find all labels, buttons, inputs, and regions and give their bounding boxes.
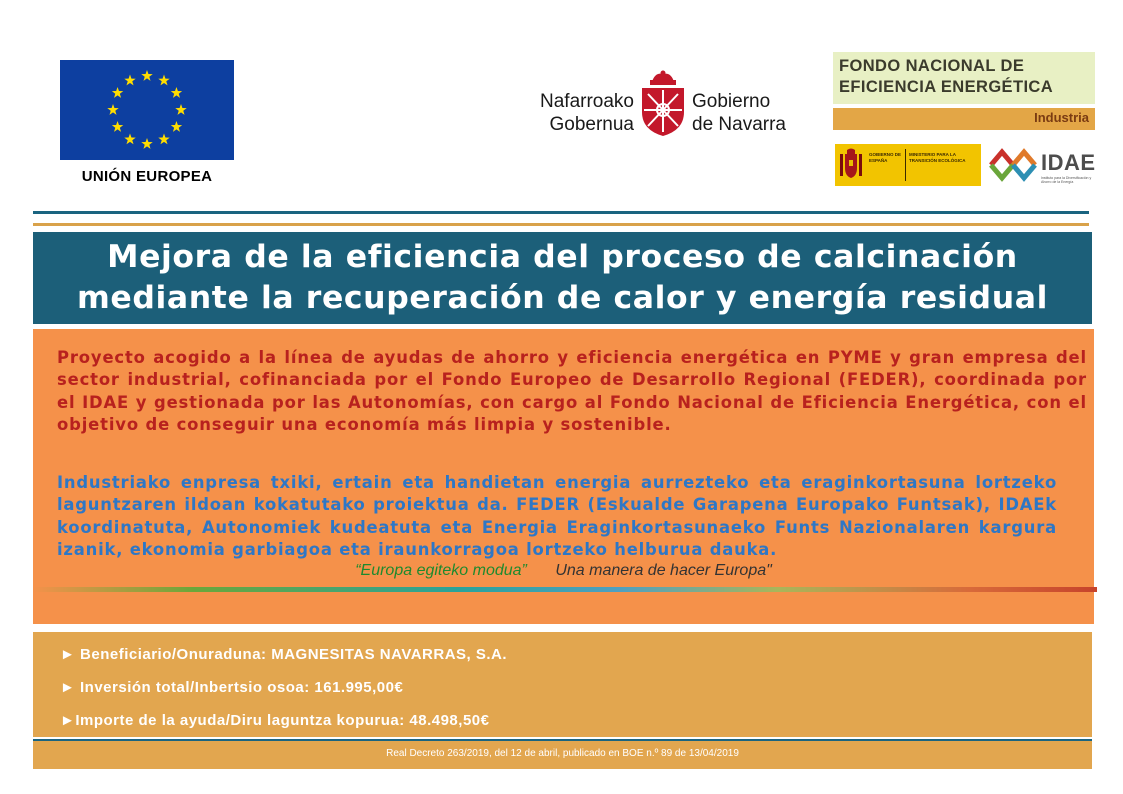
- eu-flag-logo: [60, 60, 234, 160]
- separator-line-gold: [33, 223, 1089, 226]
- eu-stars-icon: [60, 60, 234, 160]
- eu-star-icon: [124, 133, 135, 144]
- fondo-title: [833, 52, 1095, 104]
- page-title-line2: mediante la recuperación de calor y energía residual: [76, 280, 1048, 316]
- fondo-industria-label: Industria: [1034, 110, 1089, 125]
- navarra-spanish-name: [692, 90, 812, 136]
- gradient-divider: [33, 587, 1097, 592]
- legal-reference: Real Decreto 263/2019, del 12 de abril, publicado en BOE n.º 89 de 13/04/2019: [386, 748, 739, 759]
- navarra-shield-icon: [638, 68, 688, 138]
- separator-line-blue: [33, 211, 1089, 214]
- spain-coat-of-arms-icon: [839, 148, 863, 180]
- idae-logo-icon: [985, 144, 1039, 186]
- idae-wordmark: IDAE: [1041, 150, 1096, 175]
- navarra-basque-name: [506, 90, 634, 136]
- gov-divider: [905, 149, 906, 181]
- eu-label: UNIÓN EUROPEA: [81, 168, 213, 185]
- navarra-spanish-line1: Gobierno: [692, 91, 771, 112]
- page-title-line1: Mejora de la eficiencia del proceso de calcinación: [107, 239, 1018, 275]
- title-banner: [33, 232, 1092, 324]
- eu-star-icon: [107, 104, 118, 115]
- motto-basque: “Europa egiteko modua”: [355, 562, 527, 579]
- eu-star-icon: [175, 104, 186, 115]
- eu-star-icon: [171, 121, 182, 132]
- eu-star-icon: [158, 75, 169, 86]
- beneficiary-line: ► Beneficiario/Onuraduna: MAGNESITAS NAVARRAS, S.A.: [60, 646, 508, 663]
- description-basque: Industriako enpresa txiki, ertain eta handietan energia aurrezteko eta eraginkortasuna lortzeko laguntzaren ildoan kokatutako proiektua da. FEDER (Eskualde Garapena Europako Funtsak), IDAEk koordinatuta, Autonomiek kudeatuta eta Energia Eraginkortasunaeko Funts Nazionalaren kargura izanik, ekonomia garbiagoa eta iraunkorragoa lortzeko helburua dauka.: [57, 473, 1057, 560]
- page-title: [77, 237, 1048, 319]
- eu-star-icon: [158, 133, 169, 144]
- fondo-title-line2: EFICIENCIA ENERGÉTICA: [839, 78, 1054, 96]
- eu-star-icon: [141, 138, 152, 149]
- gov-text-ministerio: MINISTERIO PARA LA TRANSICIÓN ECOLÓGICA: [909, 152, 966, 163]
- gobierno-espana-logo: [835, 144, 981, 186]
- total-investment-line: ► Inversión total/Inbertsio osoa: 161.995,00€: [60, 679, 404, 696]
- navarra-basque-line2: Gobernua: [549, 114, 634, 135]
- footer-panel: [33, 741, 1092, 769]
- eu-star-icon: [171, 87, 182, 98]
- gov-text-gobierno: GOBIERNO DE ESPAÑA: [869, 152, 902, 163]
- eu-star-icon: [124, 75, 135, 86]
- fondo-title-line1: FONDO NACIONAL DE: [839, 57, 1025, 75]
- project-info-panel: [33, 632, 1092, 737]
- description-panel: [33, 329, 1094, 624]
- motto-spanish: Una manera de hacer Europa": [555, 562, 772, 579]
- navarra-basque-line1: Nafarroako: [540, 91, 634, 112]
- eu-star-icon: [112, 87, 123, 98]
- idae-subtitle: Instituto para la Diversificación y Ahorro de la Energía: [1041, 176, 1092, 184]
- fondo-nacional-logo: [833, 52, 1095, 193]
- description-spanish: Proyecto acogido a la línea de ayudas de ahorro y eficiencia energética en PYME y gran empresa del sector industrial, cofinanciada por el Fondo Europeo de Desarrollo Regional (FEDER), coordinada por el IDAE y gestionada por las Autonomías, con cargo al Fondo Nacional de Eficiencia Energética, con el objetivo de conseguir una economía más limpia y sostenible.: [57, 348, 1087, 435]
- eu-star-icon: [141, 70, 152, 81]
- motto: [33, 562, 1094, 580]
- eu-star-icon: [112, 121, 123, 132]
- navarra-spanish-line2: de Navarra: [692, 114, 786, 135]
- grant-amount-line: ►Importe de la ayuda/Diru laguntza kopurua: 48.498,50€: [60, 712, 490, 729]
- fondo-industria-band: [833, 108, 1095, 130]
